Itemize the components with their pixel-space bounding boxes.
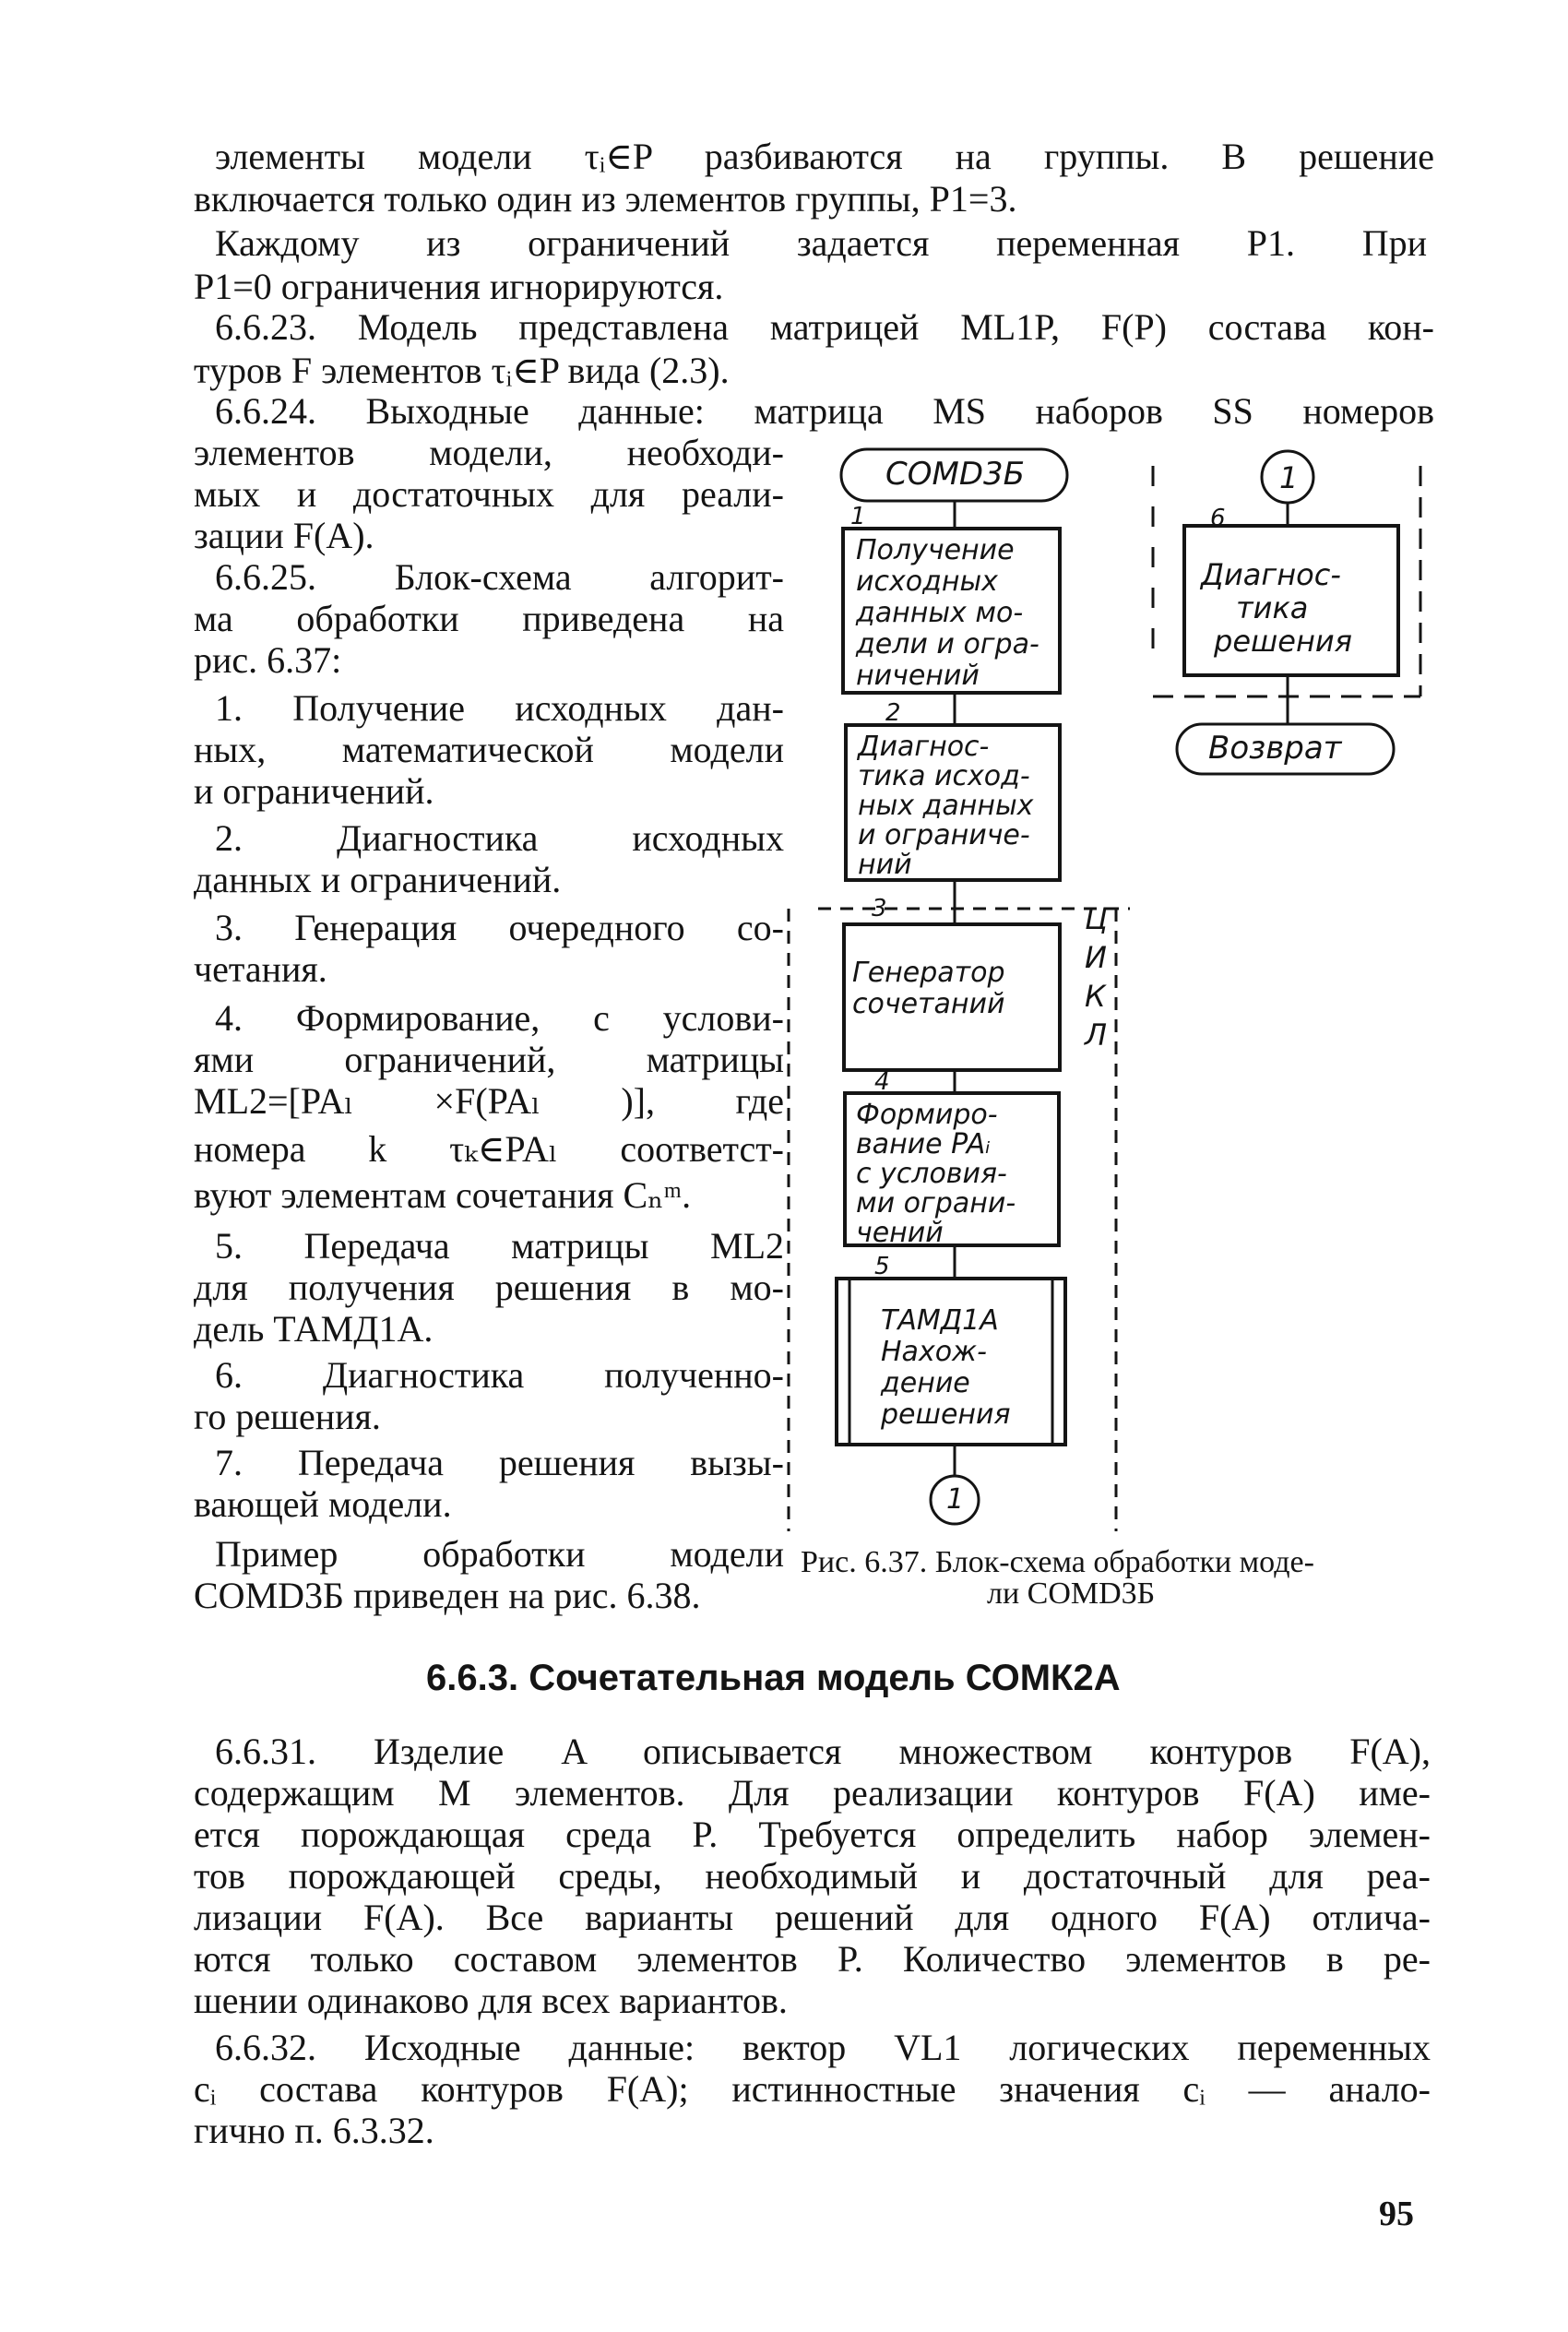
text-line: ется порождающая среда P. Требуется определить набор элемен-: [194, 1814, 1431, 1855]
text-line: 6.6.25. Блок-схема алгорит-: [215, 556, 784, 598]
formula-line: номера k τₖ∈PAₗ соответст-: [194, 1128, 784, 1170]
text-line: ных, математической модели: [194, 729, 784, 770]
text-line: для получения решения в мо-: [194, 1267, 784, 1308]
text-line: COMD3Б приведен на рис. 6.38.: [194, 1575, 701, 1616]
text-line: туров F элементов τᵢ∈P вида (2.3).: [194, 350, 730, 391]
text-line: 6.6.23. Модель представлена матрицей ML1P, F(P) состава кон-: [215, 306, 1434, 348]
text-line: Пример обработки модели: [215, 1533, 784, 1575]
block-6-number: 6: [1210, 505, 1226, 532]
text-line: ются только составом элементов P. Количество элементов в ре-: [194, 1938, 1431, 1980]
block-3-number: 3: [872, 895, 887, 922]
text-line: и ограничений.: [194, 770, 434, 812]
text-line: содержащим M элементов. Для реализации контуров F(A) име-: [194, 1772, 1431, 1814]
text-line: дель ТАМД1А.: [194, 1308, 434, 1350]
text-line: 1. Получение исходных дан-: [215, 687, 784, 729]
text-line: рис. 6.37:: [194, 639, 342, 681]
block-1-text: Получение исходных данных мо- дели и огра- ничений: [856, 534, 1039, 692]
text-line: элементов модели, необходи-: [194, 432, 784, 473]
text-line: мых и достаточных для реали-: [194, 473, 784, 515]
text-line: лизации F(A). Все варианты решений для одного F(A) отлича-: [194, 1897, 1431, 1938]
formula-line: ML2=[PAₗ ×F(PAₗ )], где: [194, 1080, 784, 1122]
page-number: 95: [1379, 2195, 1414, 2233]
block-4-number: 4: [874, 1068, 890, 1096]
text-line: зации F(A).: [194, 515, 374, 556]
block-5-text: ТАМД1А Нахож- дение решения: [881, 1304, 1011, 1431]
text-line: P1=0 ограничения игнорируются.: [194, 266, 724, 307]
block-4-text: Формиро- вание PAᵢ с условия- ми ограни- чений: [856, 1099, 1016, 1249]
text-line: 6.6.24. Выходные данные: матрица MS наборов SS номеров: [215, 390, 1434, 432]
top-connector-label: 1: [1279, 460, 1299, 495]
text-line: 3. Генерация очередного со-: [215, 907, 784, 948]
block-6-text: Диагнос- тика решения: [1201, 557, 1352, 659]
text-line: cᵢ состава контуров F(A); истинностные значения cᵢ — анало-: [194, 2068, 1431, 2110]
text-line: Каждому из ограничений задается переменная P1. При: [215, 222, 1427, 264]
text-line: 5. Передача матрицы ML2: [215, 1225, 784, 1267]
text-line: го решения.: [194, 1396, 381, 1437]
figure-caption: Рис. 6.37. Блок-схема обработки моде-: [801, 1545, 1314, 1579]
loop-label: Ц И К Л: [1085, 901, 1108, 1053]
start-terminator-label: COMD3Б: [885, 456, 1025, 493]
bottom-connector-label: 1: [946, 1483, 965, 1516]
text-line: 6. Диагностика полученно-: [215, 1354, 784, 1396]
text-line: 4. Формирование, с услови-: [215, 997, 784, 1039]
block-5-number: 5: [874, 1253, 890, 1280]
text-line: 6.6.32. Исходные данные: вектор VL1 логических переменных: [215, 2027, 1431, 2068]
text-line: вуют элементам сочетания Cₙᵐ.: [194, 1174, 692, 1216]
text-line: гично п. 6.3.32.: [194, 2110, 434, 2151]
block-1-number: 1: [850, 503, 866, 530]
text-line: тов порождающей среды, необходимый и достаточный для реа-: [194, 1855, 1431, 1897]
block-2-number: 2: [885, 699, 901, 727]
figure-caption-line-2: ли COMD3Б: [987, 1576, 1156, 1611]
text-line: элементы модели τᵢ∈P разбиваются на группы. В решение: [215, 136, 1434, 177]
text-line: ма обработки приведена на: [194, 598, 784, 639]
text-line: 7. Передача решения вызы-: [215, 1442, 784, 1483]
block-2-text: Диагнос- тика исход- ных данных и ограниче- ний: [858, 731, 1034, 881]
text-line: данных и ограничений.: [194, 859, 562, 900]
end-terminator-label: Возврат: [1208, 730, 1342, 767]
text-line: ями ограничений, матрицы: [194, 1039, 784, 1080]
text-line: 2. Диагностика исходных: [215, 817, 784, 859]
text-line: четания.: [194, 948, 327, 990]
text-line: 6.6.31. Изделие A описывается множеством контуров F(A),: [215, 1731, 1431, 1772]
text-line: включается только один из элементов группы, P1=3.: [194, 178, 1017, 220]
section-heading: 6.6.3. Сочетательная модель СОМК2А: [426, 1658, 1121, 1698]
block-3-text: Генератор сочетаний: [852, 957, 1005, 1020]
text-line: вающей модели.: [194, 1483, 452, 1525]
text-line: шении одинаково для всех вариантов.: [194, 1980, 788, 2021]
